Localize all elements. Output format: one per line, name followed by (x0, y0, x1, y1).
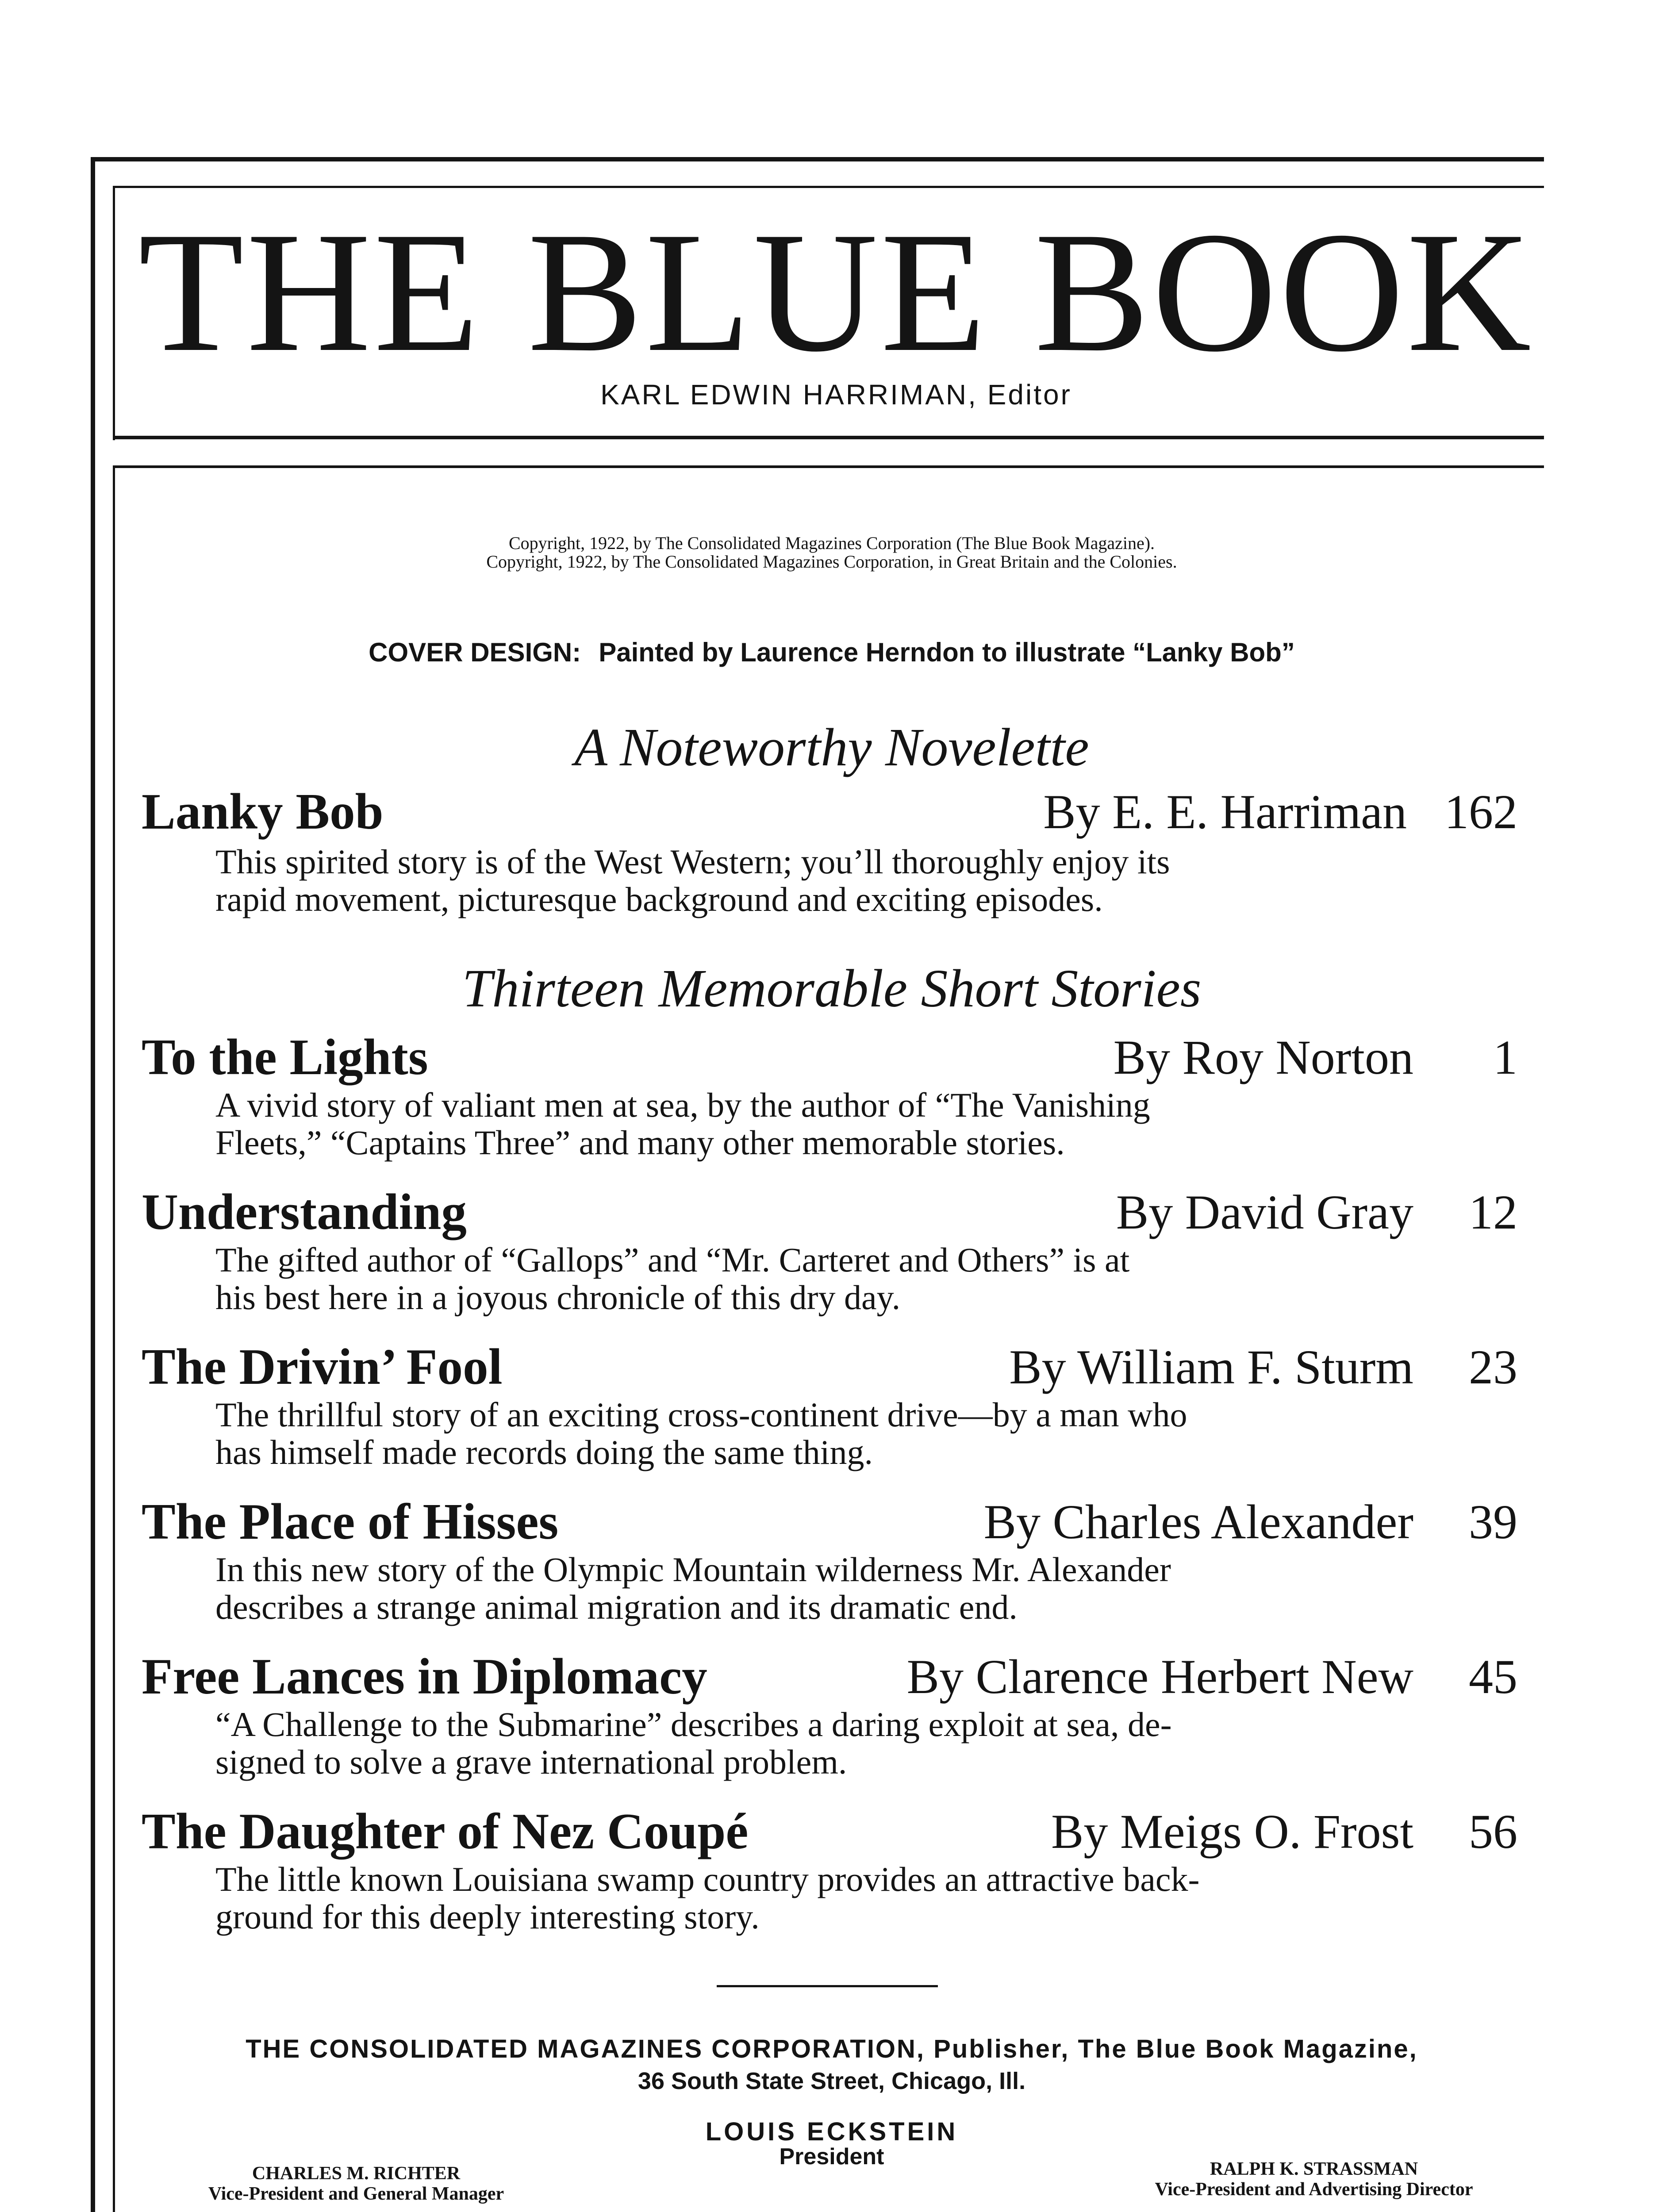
copyright-line-2: Copyright, 1922, by The Consolidated Magazines Corporation, in Great Britain and the Colonies. (486, 552, 1177, 572)
story-page-number: 45 (1469, 1650, 1517, 1704)
president-name: LOUIS ECKSTEIN (705, 2117, 958, 2146)
story-description-line: has himself made records doing the same thing. (215, 1433, 873, 1471)
publisher-address: 36 South State Street, Chicago, Ill. (637, 2068, 1026, 2094)
story-author: By Meigs O. Frost (1051, 1805, 1413, 1859)
contents-box-top (113, 465, 1544, 468)
magazine-title: THE BLUE BOOK (138, 196, 1534, 388)
vp-left-title: Vice-President and General Manager (208, 2184, 504, 2204)
story-author: By William F. Sturm (1009, 1340, 1413, 1394)
cover-design-credit (124, 637, 1540, 668)
story-description-line: rapid movement, picturesque background and exciting episodes. (215, 880, 1103, 918)
editor-line: KARL EDWIN HARRIMAN, Editor (600, 379, 1072, 411)
story-author: By Roy Norton (1113, 1030, 1413, 1084)
masthead-box-top (113, 186, 1544, 188)
story-title: Lanky Bob (142, 783, 384, 840)
story-description-line: The little known Louisiana swamp country provides an attractive back- (215, 1860, 1200, 1898)
story-description-line: describes a strange animal migration and its dramatic end. (215, 1588, 1018, 1626)
story-description-line: “A Challenge to the Submarine” describes a daring exploit at sea, de- (215, 1705, 1172, 1743)
short-stories-heading: Thirteen Memorable Short Stories (462, 959, 1202, 1018)
cover-design-label: COVER DESIGN: (369, 637, 581, 667)
novelette-heading: A Noteworthy Novelette (574, 718, 1089, 777)
vp-right-title: Vice-President and Advertising Director (1155, 2179, 1473, 2200)
story-page-number: 162 (1444, 785, 1517, 839)
outer-frame-left (91, 157, 95, 2212)
outer-frame-top (91, 157, 1544, 161)
story-title: The Daughter of Nez Coupé (142, 1803, 749, 1859)
section-divider (717, 1985, 938, 1987)
contents-box-left (113, 465, 115, 2212)
vp-right-name: RALPH K. STRASSMAN (1210, 2159, 1418, 2179)
story-description-line: his best here in a joyous chronicle of this dry day. (215, 1278, 901, 1317)
story-title: Understanding (142, 1184, 467, 1240)
story-author: By Clarence Herbert New (906, 1650, 1413, 1704)
story-description-line: The thrillful story of an exciting cross-continent drive—by a man who (215, 1395, 1187, 1434)
masthead-box-left (113, 186, 115, 440)
story-description-line: Fleets,” “Captains Three” and many other memorable stories. (215, 1123, 1065, 1162)
story-title: Free Lances in Diplomacy (142, 1648, 707, 1705)
story-description-line: ground for this deeply interesting story. (215, 1897, 760, 1936)
story-title: The Drivin’ Fool (142, 1339, 503, 1395)
story-page-number: 12 (1469, 1185, 1517, 1239)
story-description-line: The gifted author of “Gallops” and “Mr. Carteret and Others” is at (215, 1240, 1130, 1279)
cover-design-text: Painted by Laurence Herndon to illustrate “Lanky Bob” (599, 637, 1295, 667)
story-description-line: A vivid story of valiant men at sea, by the author of “The Vanishing (215, 1086, 1150, 1124)
publisher-line: THE CONSOLIDATED MAGAZINES CORPORATION, Publisher, The Blue Book Magazine, (246, 2035, 1418, 2063)
story-description-line: signed to solve a grave international problem. (215, 1743, 847, 1781)
story-description-line: In this new story of the Olympic Mountain wilderness Mr. Alexander (215, 1550, 1171, 1589)
story-author: By Charles Alexander (983, 1495, 1413, 1549)
masthead-box-bottom (113, 436, 1544, 439)
copyright-line-1: Copyright, 1922, by The Consolidated Magazines Corporation (The Blue Book Magazine). (508, 533, 1155, 553)
story-author: By E. E. Harriman (1043, 785, 1407, 839)
vp-left-name: CHARLES M. RICHTER (252, 2163, 461, 2184)
story-title: The Place of Hisses (142, 1494, 559, 1550)
story-page-number: 39 (1469, 1495, 1517, 1549)
story-description-line: This spirited story is of the West Western; you’ll thoroughly enjoy its (215, 842, 1170, 881)
president-title: President (779, 2144, 884, 2170)
story-title: To the Lights (142, 1029, 428, 1085)
story-page-number: 1 (1493, 1030, 1517, 1084)
story-page-number: 56 (1469, 1805, 1517, 1859)
story-page-number: 23 (1469, 1340, 1517, 1394)
story-author: By David Gray (1116, 1185, 1413, 1239)
